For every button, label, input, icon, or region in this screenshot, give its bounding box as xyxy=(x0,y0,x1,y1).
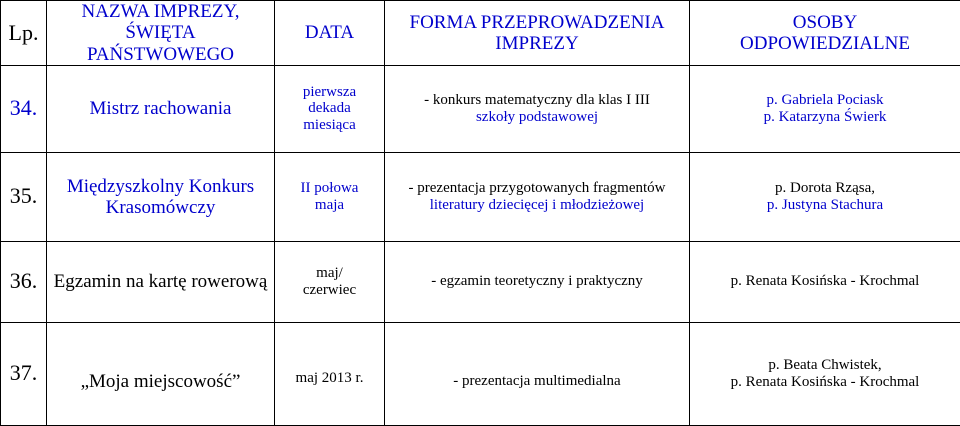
row-event-name-line1: „Moja miejscowość” xyxy=(51,371,270,392)
row-lp-text: 34. xyxy=(10,95,38,120)
row-form-line1: - konkurs matematyczny dla klas I III xyxy=(389,92,685,109)
row-date xyxy=(275,65,385,152)
header-lp xyxy=(1,1,47,66)
row-form-line2: szkoły podstawowej xyxy=(389,109,685,126)
row-form xyxy=(385,65,690,152)
header-form-line1: FORMA PRZEPROWADZENIA xyxy=(389,12,685,33)
row-person-line1: p. Gabriela Pociask xyxy=(694,92,956,109)
table-row xyxy=(1,241,960,322)
row-person-line2: p. Renata Kosińska - Krochmal xyxy=(694,374,956,391)
row-persons xyxy=(690,152,960,241)
row-date-line3: miesiąca xyxy=(279,117,380,134)
row-lp xyxy=(1,152,47,241)
row-form-line2: literatury dziecięcej i młodzieżowej xyxy=(389,197,685,214)
row-lp-text: 36. xyxy=(10,268,38,293)
row-lp xyxy=(1,322,47,425)
header-persons-line1: OSOBY xyxy=(694,12,956,33)
row-persons xyxy=(690,322,960,425)
row-date-line2: dekada xyxy=(279,100,380,117)
header-persons-line2: ODPOWIEDZIALNE xyxy=(694,33,956,54)
table-row xyxy=(1,322,960,425)
row-lp-text: 35. xyxy=(10,183,38,208)
row-form xyxy=(385,322,690,425)
row-person-line1: p. Beata Chwistek, xyxy=(694,357,956,374)
row-event-name xyxy=(47,322,275,425)
row-date-line1: II połowa xyxy=(279,180,380,197)
row-date xyxy=(275,322,385,425)
row-event-name xyxy=(47,241,275,322)
row-date-line1: maj 2013 r. xyxy=(279,370,380,387)
row-persons xyxy=(690,241,960,322)
row-persons xyxy=(690,65,960,152)
row-date xyxy=(275,152,385,241)
table-row xyxy=(1,65,960,152)
header-name xyxy=(47,1,275,66)
row-event-name-line1: Egzamin na kartę rowerową xyxy=(51,271,270,292)
row-event-name xyxy=(47,65,275,152)
row-form-line1: - prezentacja multimedialna xyxy=(389,373,685,390)
header-form xyxy=(385,1,690,66)
row-event-name-line1: Mistrz rachowania xyxy=(51,98,270,119)
row-event-name-line1: Międzyszkolny Konkurs xyxy=(51,176,270,197)
row-date-line2: czerwiec xyxy=(279,282,380,299)
row-date-line1: pierwsza xyxy=(279,84,380,101)
header-name-line1: NAZWA IMPREZY, xyxy=(51,1,270,22)
row-person-line2: p. Justyna Stachura xyxy=(694,197,956,214)
header-date xyxy=(275,1,385,66)
header-persons xyxy=(690,1,960,66)
row-lp-text: 37. xyxy=(10,360,38,385)
row-event-name-line2: Krasomówczy xyxy=(51,197,270,218)
row-lp xyxy=(1,65,47,152)
row-date-line1: maj/ xyxy=(279,265,380,282)
table-header-row xyxy=(1,1,960,66)
header-date-text: DATA xyxy=(305,22,354,43)
row-lp xyxy=(1,241,47,322)
header-name-line2: ŚWIĘTA PAŃSTWOWEGO xyxy=(51,22,270,65)
row-date xyxy=(275,241,385,322)
row-form-line1: - egzamin teoretyczny i praktyczny xyxy=(389,273,685,290)
row-date-line2: maja xyxy=(279,197,380,214)
header-form-line2: IMPREZY xyxy=(389,33,685,54)
row-form xyxy=(385,241,690,322)
row-event-name xyxy=(47,152,275,241)
row-form-line1: - prezentacja przygotowanych fragmentów xyxy=(389,180,685,197)
row-person-line1: p. Dorota Rząsa, xyxy=(694,180,956,197)
row-person-line1: p. Renata Kosińska - Krochmal xyxy=(694,273,956,290)
row-person-line2: p. Katarzyna Świerk xyxy=(694,109,956,126)
header-lp-text: Lp. xyxy=(9,20,39,45)
row-form xyxy=(385,152,690,241)
table-row xyxy=(1,152,960,241)
